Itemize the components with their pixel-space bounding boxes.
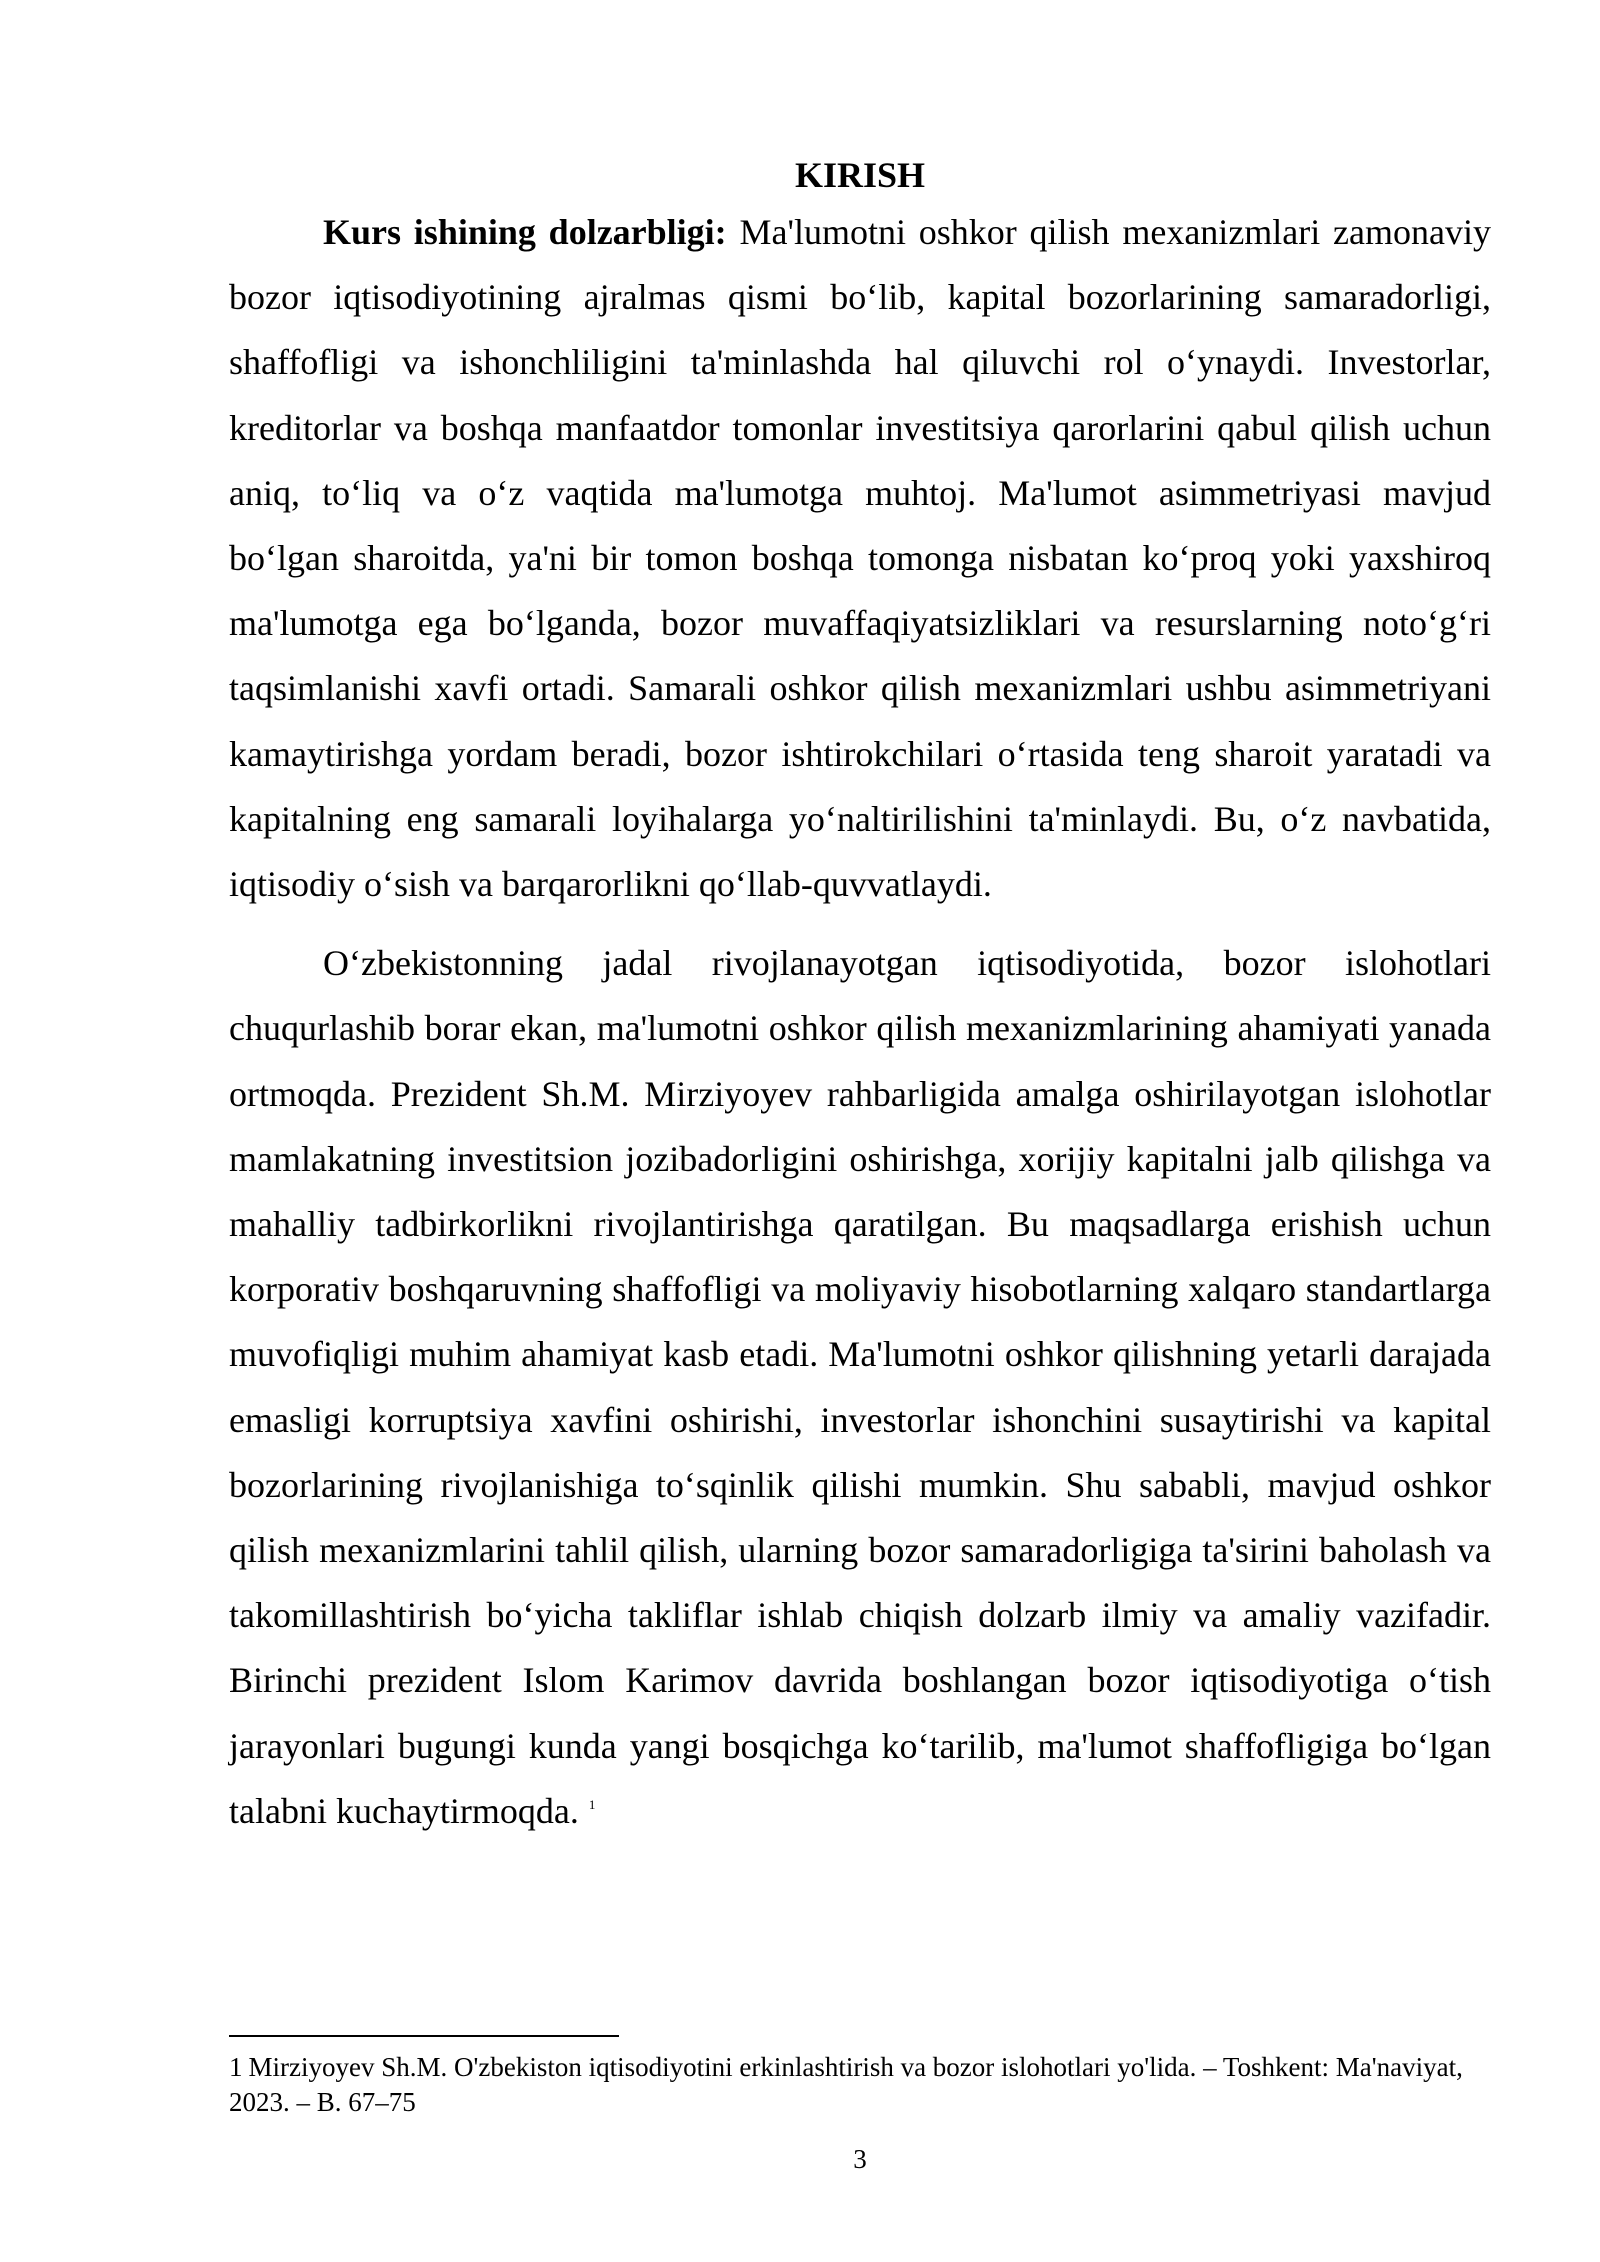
paragraph-uzbekistan [229,931,1491,1844]
paragraph-text: Ma'lumotni oshkor qilish mexanizmlari zamonaviy bozor iqtisodiyotining ajralmas qismi bo‘lib, kapital bozorlarining samaradorligi, shaffofligi va ishonchliligini ta'minlashda hal qiluvchi rol o‘ynaydi. Investorlar, kreditorlar va boshqa manfaatdor tomonlar investitsiya qarorlarini qabul qilish uchun aniq, to‘liq va o‘z vaqtida ma'lumotga muhtoj. Ma'lumot asimmetriyasi mavjud bo‘lgan sharoitda, ya'ni bir tomon boshqa tomonga nisbatan ko‘proq yoki yaxshiroq ma'lumotga ega bo‘lganda, bozor muvaffaqiyatsizliklari va resurslarning noto‘g‘ri taqsimlanishi xavfi ortadi. Samarali oshkor qilish mexanizmlari ushbu asimmetriyani kamaytirishga yordam beradi, bozor ishtirokchilari o‘rtasida teng sharoit yaratadi va kapitalning eng samarali loyihalarga yo‘naltirilishini ta'minlaydi. Bu, o‘z navbatida, iqtisodiy o‘sish va barqarorlikni qo‘llab-quvvatlaydi. [229,212,1491,905]
paragraph-lead: Kurs ishining dolzarbligi: [323,212,727,252]
footnote-text: Mirziyoyev Sh.M. O'zbekiston iqtisodiyotini erkinlashtirish va bozor islohotlari yo'lida. – Toshkent: Ma'naviyat, 2023. – B. 67–75 [229,2052,1463,2117]
footnote-number: 1 [229,2052,243,2082]
footnote-reference[interactable]: 1 [588,1796,596,1812]
page-body [229,150,1491,1844]
footnote [229,2050,1491,2120]
page-number: 3 [853,2144,867,2174]
paragraph-relevance [229,200,1491,917]
footnote-separator [229,2035,619,2037]
paragraph-text: O‘zbekistonning jadal rivojlanayotgan iqtisodiyotida, bozor islohotlari chuqurlashib borar ekan, ma'lumotni oshkor qilish mexanizmlarining ahamiyati yanada ortmoqda. Prezident Sh.M. Mirziyoyev rahbarligida amalga oshirilayotgan islohotlar mamlakatning investitsion jozibadorligini oshirishga, xorijiy kapitalni jalb qilishga va mahalliy tadbirkorlikni rivojlantirishga qaratilgan. Bu maqsadlarga erishish uchun korporativ boshqaruvning shaffofligi va moliyaviy hisobotlarning xalqaro standartlarga muvofiqligi muhim ahamiyat kasb etadi. Ma'lumotni oshkor qilishning yetarli darajada emasligi korruptsiya xavfini oshirishi, investorlar ishonchini susaytirishi va kapital bozorlarining rivojlanishiga to‘sqinlik qilishi mumkin. Shu sababli, mavjud oshkor qilish mexanizmlarini tahlil qilish, ularning bozor samaradorligiga ta'sirini baholash va takomillashtirish bo‘yicha takliflar ishlab chiqish dolzarb ilmiy va amaliy vazifadir. Birinchi prezident Islom Karimov davrida boshlangan bozor iqtisodiyotiga o‘tish jarayonlari bugungi kunda yangi bosqichga ko‘tarilib, ma'lumot shaffofligiga bo‘lgan talabni kuchaytirmoqda. [229,943,1491,1831]
section-heading: KIRISH [794,155,926,195]
